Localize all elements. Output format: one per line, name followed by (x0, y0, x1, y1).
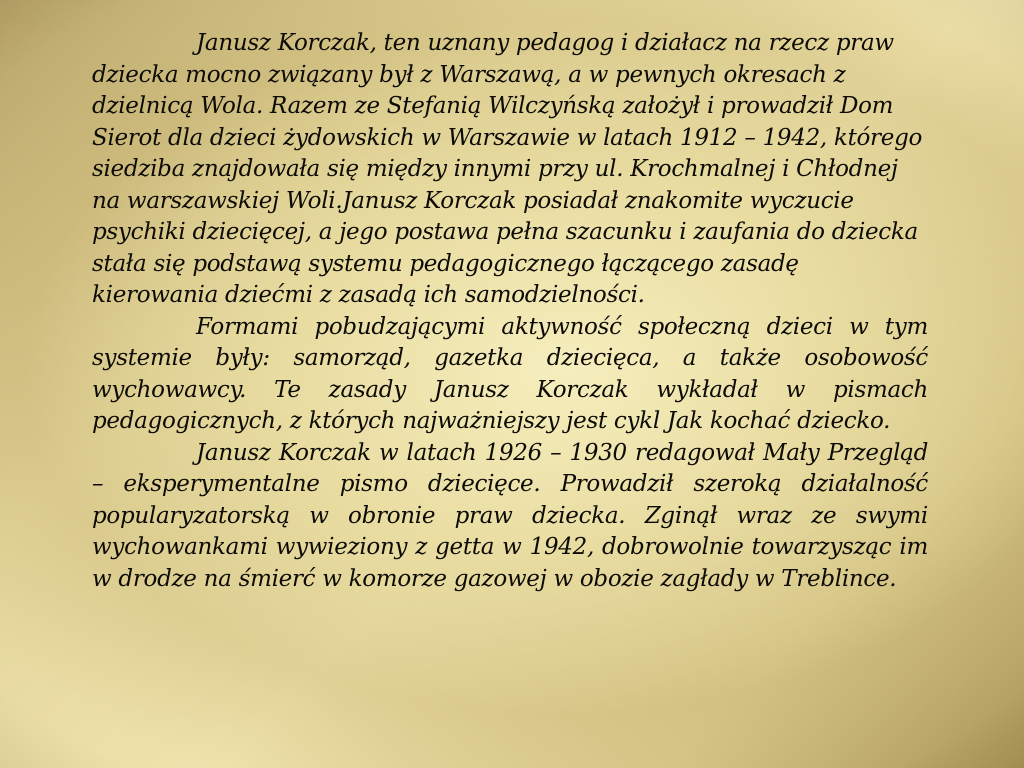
paragraph-2: Formami pobudzającymi aktywność społeczną dzieci w tym systemie były: samorząd, gazetka dziecięca, a także osobowość wychowawcy. Te zasady Janusz Korczak wykładał w pismach pedagogicznych, z których najważniejszy jest cykl Jak kochać dziecko. (92, 313, 928, 434)
text-body (92, 28, 928, 595)
paragraph-1: Janusz Korczak, ten uznany pedagog i działacz na rzecz praw dziecka mocno związany był z Warszawą, a w pewnych okresach z dzielnicą Wola. Razem ze Stefanią Wilczyńską założył i prowadził Dom Sierot dla dzieci żydowskich w Warszawie w latach 1912 – 1942, którego siedziba znajdowała się między innymi przy ul. Krochmalnej i Chłodnej na warszawskiej Woli.Janusz Korczak posiadał znakomite wyczucie psychiki dziecięcej, a jego postawa pełna szacunku i zaufania do dziecka stała się podstawą systemu pedagogicznego łączącego zasadę kierowania dziećmi z zasadą ich samodzielności. (92, 30, 923, 308)
paragraph-3: Janusz Korczak w latach 1926 – 1930 redagował Mały Przegląd – eksperymentalne pismo dziecięce. Prowadził szeroką działalność popularyzatorską w obronie praw dziecka. Zginął wraz ze swymi wychowankami wywieziony z getta w 1942, dobrowolnie towarzysząc im w drodze na śmierć w komorze gazowej w obozie zagłady w Treblince. (92, 439, 928, 592)
